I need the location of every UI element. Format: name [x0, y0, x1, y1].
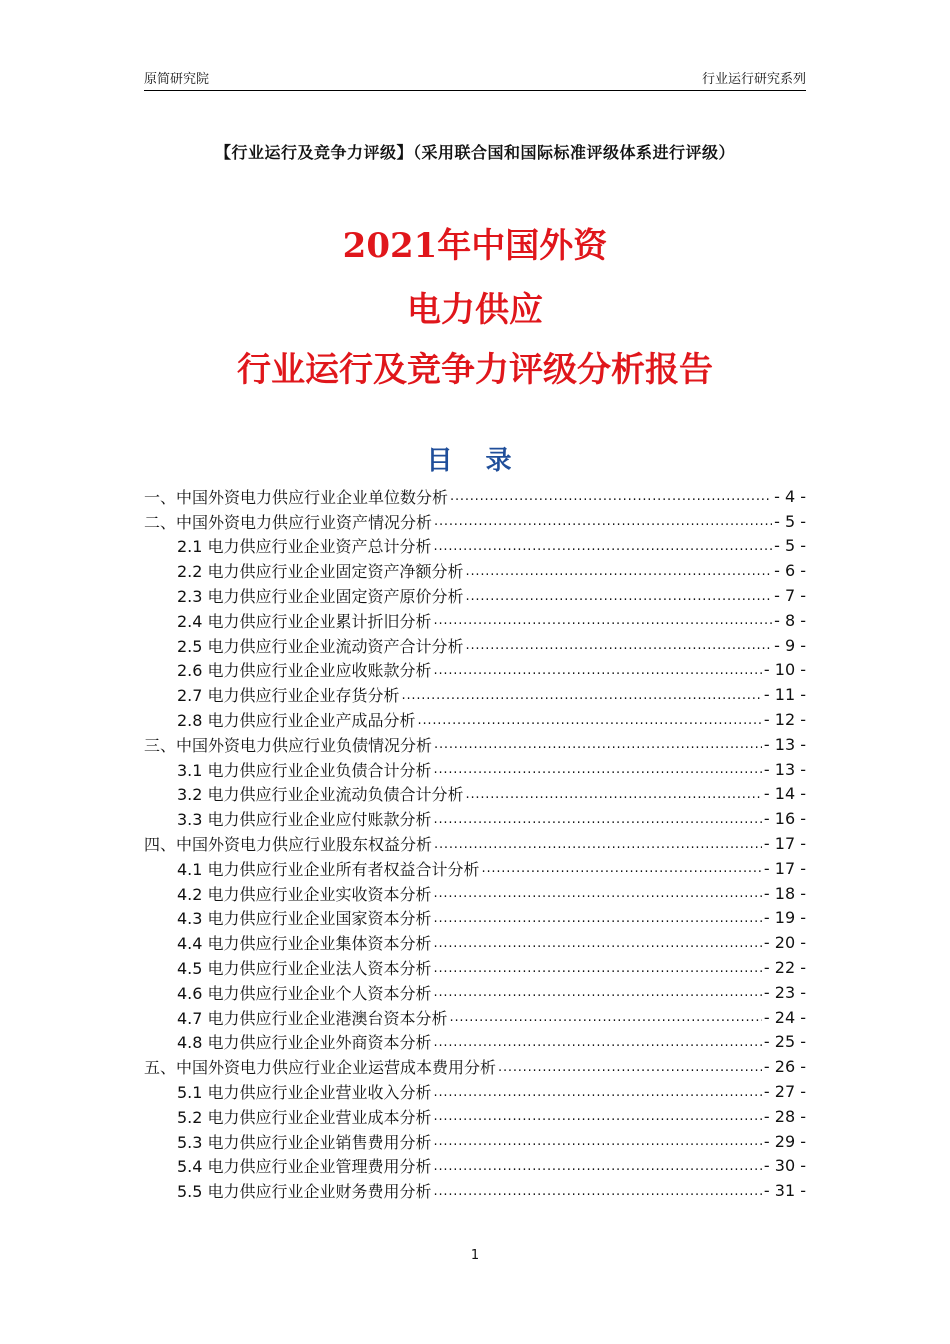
- toc-entry[interactable]: [144, 831, 806, 856]
- toc-entry-page: - 5 -: [774, 536, 806, 556]
- toc-entry-title: 4.7 电力供应行业企业港澳台资本分析: [177, 1008, 448, 1028]
- toc-entry-page: - 26 -: [763, 1057, 806, 1077]
- toc-entry[interactable]: [144, 782, 806, 807]
- toc-entry[interactable]: [144, 1005, 806, 1030]
- toc-entry[interactable]: [144, 608, 806, 633]
- toc-entry-page: - 30 -: [763, 1156, 806, 1176]
- toc-dot-leader: [402, 686, 762, 704]
- toc-entry-page: - 20 -: [763, 933, 806, 953]
- toc-entry-page: - 19 -: [763, 908, 806, 928]
- toc-entry-page: - 29 -: [763, 1131, 806, 1151]
- header-org-name: 原简研究院: [144, 72, 210, 87]
- toc-dot-leader: [466, 636, 773, 654]
- toc-entry-page: - 7 -: [774, 586, 806, 606]
- toc-entry[interactable]: [144, 484, 806, 509]
- toc-entry-page: - 5 -: [774, 511, 806, 531]
- toc-entry-title: 2.5 电力供应行业企业流动资产合计分析: [177, 636, 464, 656]
- toc-dot-leader: [450, 1008, 762, 1026]
- toc-entry-page: - 9 -: [774, 635, 806, 655]
- toc-entry[interactable]: [144, 1030, 806, 1055]
- toc-entry-title: 2.7 电力供应行业企业存货分析: [177, 686, 400, 706]
- toc-entry-page: - 25 -: [763, 1032, 806, 1052]
- toc-entry-title: 4.2 电力供应行业企业实收资本分析: [177, 884, 432, 904]
- toc-entry-title: 3.3 电力供应行业企业应付账款分析: [177, 810, 432, 830]
- toc-dot-leader: [434, 884, 762, 902]
- toc-dot-leader: [418, 711, 762, 729]
- toc-entry-title: 2.1 电力供应行业企业资产总计分析: [177, 537, 432, 557]
- rating-system-note: 【行业运行及竞争力评级】（采用联合国和国际标准评级体系进行评级）: [214, 143, 735, 162]
- toc-entry-title: 二、中国外资电力供应行业资产情况分析: [144, 512, 433, 532]
- toc-entry-page: - 11 -: [763, 685, 806, 705]
- report-title-line-3: 行业运行及竞争力评级分析报告: [237, 350, 713, 390]
- toc-entry[interactable]: [144, 906, 806, 931]
- toc-dot-leader: [498, 1058, 762, 1076]
- toc-dot-leader: [434, 1182, 762, 1200]
- toc-heading: 目 录: [426, 446, 524, 476]
- toc-dot-leader: [466, 562, 773, 580]
- toc-entry-page: - 17 -: [763, 858, 806, 878]
- toc-entry[interactable]: [144, 1154, 806, 1179]
- toc-entry-page: - 6 -: [774, 561, 806, 581]
- toc-dot-leader: [434, 1033, 762, 1051]
- header-series-name: 行业运行研究系列: [701, 72, 806, 87]
- toc-entry[interactable]: [144, 757, 806, 782]
- toc-entry[interactable]: [144, 955, 806, 980]
- toc-entry-title: 4.8 电力供应行业企业外商资本分析: [177, 1033, 432, 1053]
- toc-dot-leader: [434, 810, 762, 828]
- toc-dot-leader: [434, 512, 772, 530]
- toc-entry[interactable]: [144, 806, 806, 831]
- toc-entry[interactable]: [144, 558, 806, 583]
- toc-entry-page: - 16 -: [763, 809, 806, 829]
- toc-entry-title: 3.1 电力供应行业企业负债合计分析: [177, 760, 432, 780]
- toc-dot-leader: [434, 1157, 762, 1175]
- toc-entry-title: 4.1 电力供应行业企业所有者权益合计分析: [177, 859, 480, 879]
- toc-entry-page: - 13 -: [763, 759, 806, 779]
- toc-entry-page: - 17 -: [763, 834, 806, 854]
- toc-dot-leader: [434, 983, 762, 1001]
- toc-entry-page: - 13 -: [763, 734, 806, 754]
- toc-entry-title: 2.4 电力供应行业企业累计折旧分析: [177, 611, 432, 631]
- toc-entry[interactable]: [144, 881, 806, 906]
- toc-dot-leader: [434, 661, 762, 679]
- toc-entry[interactable]: [144, 980, 806, 1005]
- toc-entry-page: - 24 -: [763, 1007, 806, 1027]
- toc-dot-leader: [434, 1132, 762, 1150]
- toc-entry-title: 4.4 电力供应行业企业集体资本分析: [177, 934, 432, 954]
- toc-entry-title: 2.6 电力供应行业企业应收账款分析: [177, 661, 432, 681]
- toc-entry-title: 2.3 电力供应行业企业固定资产原价分析: [177, 587, 464, 607]
- toc-entry-page: - 22 -: [763, 958, 806, 978]
- toc-dot-leader: [450, 487, 772, 505]
- toc-dot-leader: [434, 1083, 762, 1101]
- toc-dot-leader: [466, 587, 773, 605]
- toc-entry-page: - 18 -: [763, 883, 806, 903]
- toc-entry-page: - 31 -: [763, 1181, 806, 1201]
- toc-entry-title: 4.6 电力供应行业企业个人资本分析: [177, 983, 432, 1003]
- toc-entry-title: 一、中国外资电力供应行业企业单位数分析: [144, 487, 449, 507]
- toc-dot-leader: [482, 859, 762, 877]
- page-header: [144, 66, 806, 91]
- toc-dot-leader: [434, 735, 762, 753]
- toc-dot-leader: [434, 835, 762, 853]
- toc-dot-leader: [434, 611, 773, 629]
- page-number: 1: [470, 1248, 480, 1263]
- toc-entry-page: - 27 -: [763, 1082, 806, 1102]
- toc-entry-title: 5.1 电力供应行业企业营业收入分析: [177, 1083, 432, 1103]
- toc-entry[interactable]: [144, 1104, 806, 1129]
- toc-entry[interactable]: [144, 930, 806, 955]
- toc-entry-page: - 14 -: [763, 784, 806, 804]
- report-title-line-2: 电力供应: [407, 290, 543, 330]
- toc-dot-leader: [434, 760, 762, 778]
- toc-entry-title: 5.5 电力供应行业企业财务费用分析: [177, 1182, 432, 1202]
- toc-dot-leader: [434, 959, 762, 977]
- toc-entry-title: 三、中国外资电力供应行业负债情况分析: [144, 735, 433, 755]
- report-title-line-1: 2021年中国外资: [342, 226, 608, 266]
- toc-entry-page: - 8 -: [774, 610, 806, 630]
- toc-entry[interactable]: [144, 534, 806, 559]
- toc-entry[interactable]: [144, 633, 806, 658]
- toc-entry[interactable]: [144, 509, 806, 534]
- toc-dot-leader: [434, 1107, 762, 1125]
- toc-dot-leader: [434, 537, 773, 555]
- toc-entry[interactable]: [144, 1178, 806, 1203]
- toc-entry-page: - 4 -: [774, 486, 806, 506]
- toc-entry[interactable]: [144, 658, 806, 683]
- toc-entry-title: 五、中国外资电力供应行业企业运营成本费用分析: [144, 1058, 497, 1078]
- toc-dot-leader: [434, 934, 762, 952]
- toc-entry-title: 3.2 电力供应行业企业流动负债合计分析: [177, 785, 464, 805]
- toc-entry-title: 5.3 电力供应行业企业销售费用分析: [177, 1132, 432, 1152]
- table-of-contents: [144, 484, 806, 1203]
- toc-entry-page: - 10 -: [763, 660, 806, 680]
- toc-entry[interactable]: [144, 856, 806, 881]
- toc-entry-title: 4.5 电力供应行业企业法人资本分析: [177, 959, 432, 979]
- toc-dot-leader: [466, 785, 762, 803]
- toc-entry-title: 5.4 电力供应行业企业管理费用分析: [177, 1157, 432, 1177]
- toc-entry-page: - 23 -: [763, 982, 806, 1002]
- toc-entry-title: 5.2 电力供应行业企业营业成本分析: [177, 1107, 432, 1127]
- toc-entry-title: 2.2 电力供应行业企业固定资产净额分析: [177, 562, 464, 582]
- toc-entry[interactable]: [144, 732, 806, 757]
- toc-entry[interactable]: [144, 1079, 806, 1104]
- toc-entry-page: - 12 -: [763, 710, 806, 730]
- toc-dot-leader: [434, 909, 762, 927]
- toc-entry[interactable]: [144, 583, 806, 608]
- toc-entry-title: 2.8 电力供应行业企业产成品分析: [177, 711, 416, 731]
- toc-entry[interactable]: [144, 707, 806, 732]
- toc-entry[interactable]: [144, 1054, 806, 1079]
- toc-entry-page: - 28 -: [763, 1106, 806, 1126]
- toc-entry[interactable]: [144, 682, 806, 707]
- toc-entry-title: 4.3 电力供应行业企业国家资本分析: [177, 909, 432, 929]
- toc-entry-title: 四、中国外资电力供应行业股东权益分析: [144, 835, 433, 855]
- toc-entry[interactable]: [144, 1129, 806, 1154]
